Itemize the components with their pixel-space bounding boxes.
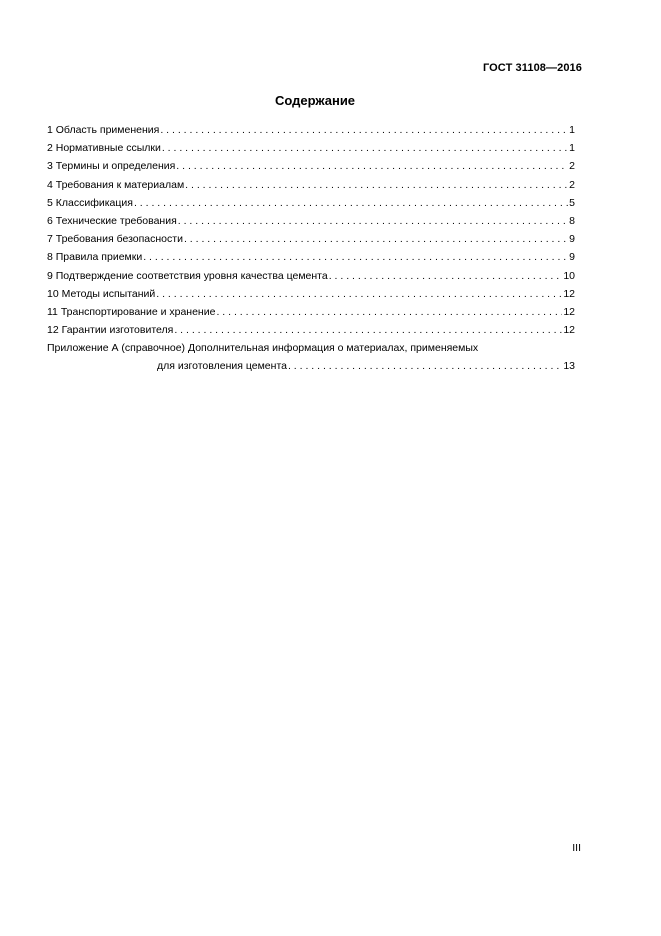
dot-leader xyxy=(176,157,568,175)
toc-entry[interactable] xyxy=(47,248,575,266)
toc-entry[interactable] xyxy=(47,230,575,248)
toc-entry-page: 12 xyxy=(563,324,575,337)
dot-leader xyxy=(160,121,568,139)
toc-entry-page: 1 xyxy=(569,124,575,136)
dot-leader xyxy=(134,194,568,212)
toc-annex-label-line2: для изготовления цемента xyxy=(157,360,287,373)
dot-leader xyxy=(156,285,562,303)
toc-entry-label: 2 Нормативные ссылки xyxy=(47,142,161,155)
dot-leader xyxy=(174,321,562,339)
toc-entry-page: 2 xyxy=(569,160,575,173)
toc-entry[interactable] xyxy=(47,267,575,285)
toc-entry-label: 6 Технические требования xyxy=(47,214,177,227)
toc-entry-page: 12 xyxy=(563,287,575,300)
toc-entry[interactable] xyxy=(47,121,575,139)
toc-entry-page: 1 xyxy=(569,142,575,155)
toc-entry-page: 8 xyxy=(569,214,575,227)
toc-entry-page: 2 xyxy=(569,178,575,191)
dot-leader xyxy=(216,303,562,321)
toc-entry-label: 9 Подтверждение соответствия уровня качества цемента xyxy=(47,269,328,282)
toc-entry-page: 9 xyxy=(569,233,575,246)
toc-entry[interactable] xyxy=(47,321,575,339)
dot-leader xyxy=(185,176,568,194)
toc-entry-page: 5 xyxy=(569,196,575,209)
toc-annex-page: 13 xyxy=(563,360,575,373)
toc-entry-label: 11 Транспортирование и хранение xyxy=(47,305,216,318)
toc-annex-entry[interactable] xyxy=(47,339,575,375)
toc-annex-line2 xyxy=(47,357,575,375)
dot-leader xyxy=(329,267,563,285)
toc-entry-label: 4 Требования к материалам xyxy=(47,178,185,191)
table-of-contents xyxy=(47,121,575,376)
toc-entry[interactable] xyxy=(47,303,575,321)
toc-entry-label: 1 Область применения xyxy=(47,124,160,136)
toc-entry-label: 5 Классификация xyxy=(47,196,133,209)
toc-entry[interactable] xyxy=(47,212,575,230)
page-number: III xyxy=(572,842,581,854)
toc-entry[interactable] xyxy=(47,139,575,157)
dot-leader xyxy=(143,248,568,266)
dot-leader xyxy=(184,230,568,248)
toc-entry-page: 10 xyxy=(563,269,575,282)
toc-entry[interactable] xyxy=(47,176,575,194)
toc-entry-label: 10 Методы испытаний xyxy=(47,287,156,300)
toc-entry[interactable] xyxy=(47,194,575,212)
toc-entry-page: 9 xyxy=(569,251,575,264)
toc-entry[interactable] xyxy=(47,285,575,303)
toc-title: Содержание xyxy=(274,93,356,108)
toc-entry-label: 12 Гарантии изготовителя xyxy=(47,324,174,337)
toc-entry-page: 12 xyxy=(563,305,575,318)
dot-leader xyxy=(288,357,562,375)
toc-entry[interactable] xyxy=(47,157,575,175)
toc-annex-label-line1: Приложение А (справочное) Дополнительная информация о материалах, применяемых xyxy=(47,342,479,355)
toc-entry-label: 8 Правила приемки xyxy=(47,251,143,264)
toc-entry-label: 7 Требования безопасности xyxy=(47,233,183,246)
dot-leader xyxy=(162,139,568,157)
dot-leader xyxy=(178,212,568,230)
document-code: ГОСТ 31108—2016 xyxy=(482,62,582,74)
toc-entry-label: 3 Термины и определения xyxy=(47,160,176,173)
